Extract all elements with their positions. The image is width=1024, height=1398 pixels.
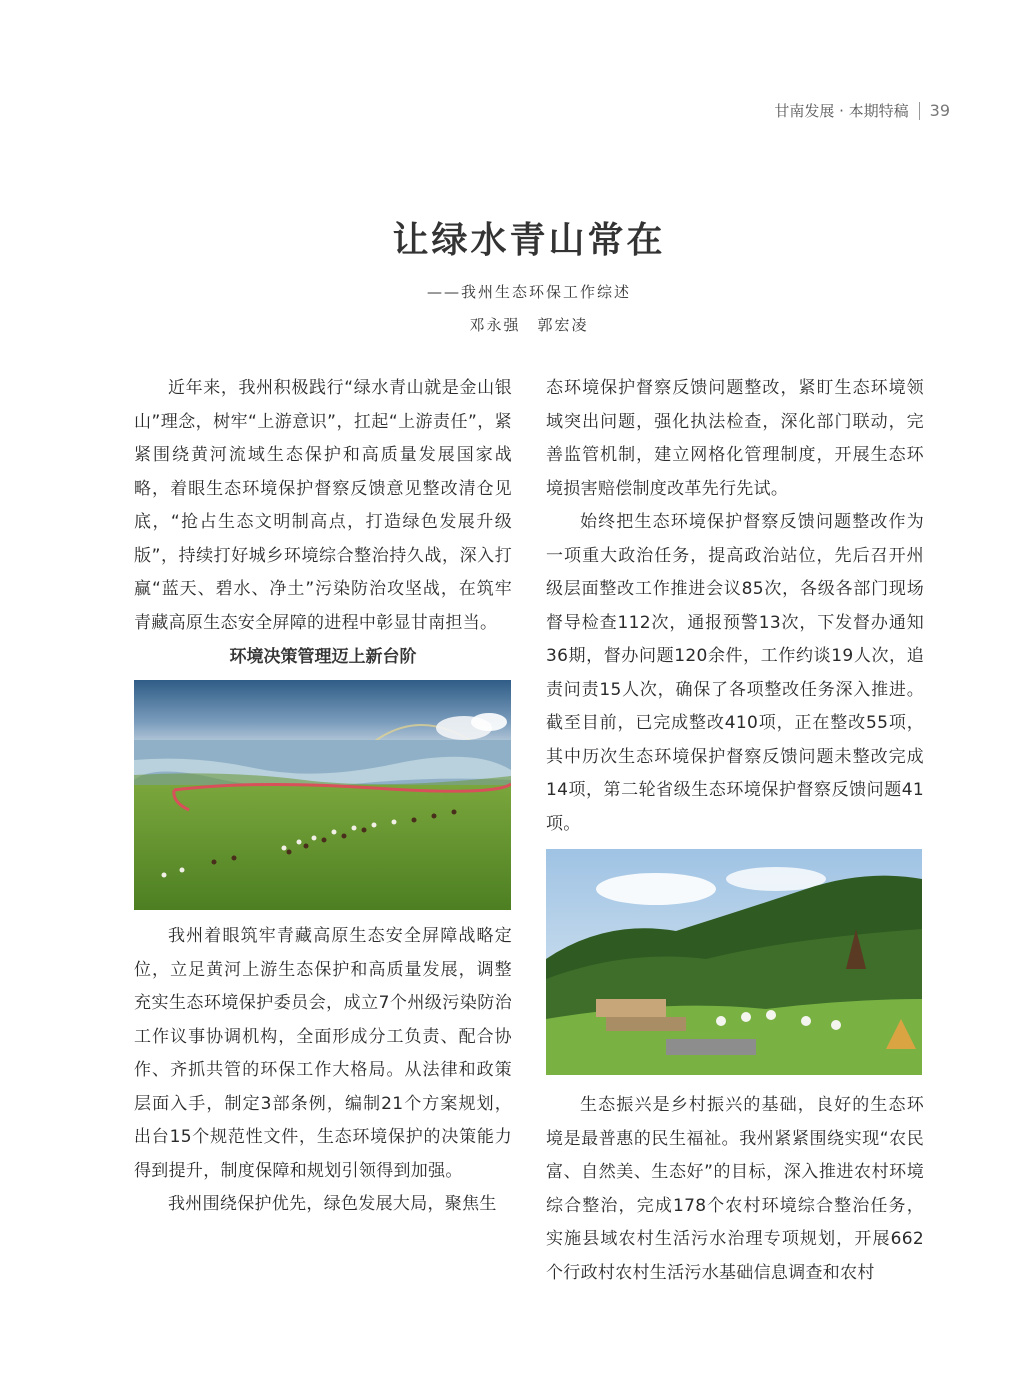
village-photo-art bbox=[546, 849, 922, 1075]
section-heading: 环境决策管理迈上新台阶 bbox=[229, 647, 417, 667]
rectification-paragraph: 始终把生态环境保护督察反馈问题整改作为一项重大政治任务，提高政治站位，先后召开州级层面整改工作推进会议85次，各级各部门现场督导检查112次，通报预警13次，下发督办通知36期，督办问题120余件，工作约谈19人次，追责问责15人次，确保了各项整改任务深入推进。截至目前，已完成整改410项，正在整改55项，其中历次生态环境保护督察反馈问题未整改完成14项，第二轮省级生态环境保护督察反馈问题41项。 bbox=[546, 512, 924, 834]
article-subtitle: ——我州生态环保工作综述 bbox=[426, 283, 631, 301]
running-header bbox=[774, 100, 950, 121]
right-column bbox=[546, 372, 924, 1290]
page-number: 39 bbox=[929, 101, 950, 120]
grassland-photo-art bbox=[134, 680, 511, 910]
grassland-with-horses-photo bbox=[134, 680, 511, 910]
intro-paragraph: 近年来，我州积极践行“绿水青山就是金山银山”理念，树牢“上游意识”，扛起“上游责任”，紧紧围绕黄河流域生态保护和高质量发展国家战略，着眼生态环境保护督察反馈意见整改清仓见底，“抢占生态文明制高点，打造绿色发展升级版”，持续打好城乡环境综合整治持久战，深入打赢“蓝天、碧水、净土”污染防治攻坚战，在筑牢青藏高原生态安全屏障的进程中彰显甘南担当。 bbox=[134, 378, 512, 633]
left-column bbox=[134, 372, 512, 1222]
article-authors: 邓永强 郭宏凌 bbox=[469, 316, 589, 334]
forest-village-photo bbox=[546, 849, 922, 1075]
article-title: 让绿水青山常在 bbox=[392, 219, 666, 261]
rural-ecology-paragraph: 生态振兴是乡村振兴的基础，良好的生态环境是最普惠的民生福祉。我州紧紧围绕实现“农民富、自然美、生态好”的目标，深入推进农村环境综合整治，完成178个农村环境综合整治任务，实施县域农村生活污水治理专项规划，开展662个行政村农村生活污水基础信息调查和农村 bbox=[546, 1095, 924, 1283]
policy-paragraph: 我州着眼筑牢青藏高原生态安全屏障战略定位，立足黄河上游生态保护和高质量发展，调整充实生态环境保护委员会，成立7个州级污染防治工作议事协调机构，全面形成分工负责、配合协作、齐抓共管的环保工作大格局。从法律和政策层面入手，制定3部条例，编制21个方案规划，出台15个规范性文件，生态环境保护的决策能力得到提升，制度保障和规划引领得到加强。 bbox=[134, 926, 512, 1181]
header-divider bbox=[919, 102, 920, 120]
priority-paragraph-continued: 态环境保护督察反馈问题整改，紧盯生态环境领域突出问题，强化执法检查，深化部门联动，完善监管机制，建立网格化管理制度，开展生态环境损害赔偿制度改革先行先试。 bbox=[546, 378, 924, 499]
header-section-label: 甘南发展 · 本期特稿 bbox=[774, 102, 909, 120]
priority-paragraph-start: 我州围绕保护优先，绿色发展大局，聚焦生 bbox=[168, 1194, 497, 1214]
article-title-block bbox=[0, 212, 1024, 335]
